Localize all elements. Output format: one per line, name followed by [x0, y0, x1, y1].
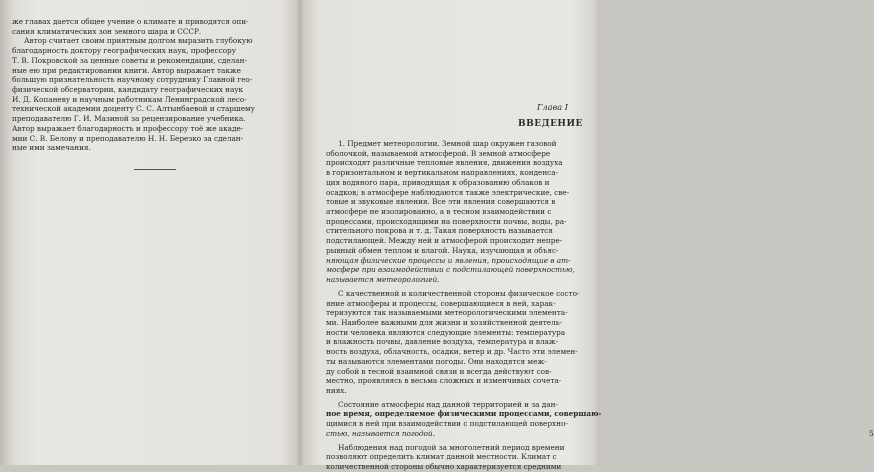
paragraph-line: происходят различные тепловые явления, движения воздуха	[326, 158, 563, 168]
paragraph-line: теризуются так называемыми метеорологическими элемента-	[326, 308, 568, 318]
left-text-line: ные ими замечания.	[12, 143, 91, 153]
left-text-line: большую признательность научному сотруднику Главной гео-	[12, 75, 253, 85]
paragraph-line: стительного покрова и т. д. Такая поверхность называется	[326, 226, 553, 236]
paragraph-line: ное время, определяемое физическими процессами, совершаю-	[326, 409, 602, 419]
paragraph-line: стью, называется погодой.	[326, 428, 435, 438]
paragraph-line: местно, проявляясь в весьма сложных и изменчивых сочета-	[326, 376, 562, 386]
chapter-title: ВВЕДЕНИЕ	[518, 119, 583, 129]
left-text-line: же главах дается общее учение о климате и приводятся опи-	[12, 17, 249, 26]
paragraph-line: осадков; в атмосфере наблюдаются также электрические, све-	[326, 187, 570, 197]
paragraph-line: 1. Предмет метеорологии. Земной шар окружен газовой	[338, 139, 557, 148]
chapter-label: Глава I	[537, 102, 568, 112]
paragraph-line: оболочкой, называемой атмосферой. В земной атмосфере	[326, 148, 551, 158]
left-text-line: ные ею при редактировании книги. Автор выражает также	[12, 65, 241, 75]
page-number: 5	[869, 429, 874, 438]
paragraph-line: ниях.	[326, 385, 347, 395]
paragraph-line: ми. Наиболее важными для жизни и хозяйственной деятель-	[326, 317, 563, 327]
paragraph-line: С качественной и количественной стороны физическое состо-	[338, 288, 580, 298]
paragraph-line: атмосфере не изолированно, а в тесном взаимодействии с	[326, 207, 552, 217]
paragraph-line: ция водяного пара, приводящая к образованию облаков и	[326, 177, 550, 187]
paragraph-line: ду собой в тесной взаимной связи и всегда действуют сов-	[326, 366, 552, 376]
left-text-line: Автор считает своим приятным долгом выразить глубокую	[24, 36, 253, 46]
right-page	[302, 0, 874, 471]
paragraph-line: ности человека являются следующие элементы: температура	[326, 327, 566, 337]
left-page	[0, 0, 298, 465]
left-text-line: преподавателю Г. И. Мазиной за рецензирование учебника.	[12, 114, 246, 124]
paragraph-line: ность воздуха, облачность, осадки, ветер и др. Часто эти элемен-	[326, 347, 578, 357]
paragraph-line: называется метеорологией.	[326, 275, 440, 285]
paragraph-line: Состояние атмосферы над данной территорией и за дан-	[338, 399, 558, 409]
left-text-line: Автор выражает благодарность и профессору тоё же акаде-	[12, 123, 244, 133]
paragraph-line: мосфере при взаимодействии с подстилающей поверхностью,	[326, 265, 575, 275]
paragraph-line: и влажность почвы, давление воздуха, температура и влаж-	[326, 337, 558, 347]
paragraph-line: в горизонтальном и вертикальном направлениях, конденса-	[326, 168, 558, 178]
paragraph-line: ты называются элементами погоды. Они находятся меж-	[326, 356, 547, 366]
left-text-line: физической обсерватории, кандидату географических наук	[12, 85, 244, 95]
paragraph-line: рывный обмен теплом и влагой. Наука, изучающая и объяс-	[326, 245, 559, 255]
paragraph-line: Наблюдения над погодой за многолетний период времени	[338, 442, 565, 452]
paragraph-line: товые и звуковые явления. Все эти явления совершаются в	[326, 197, 556, 207]
paragraph-line: яние атмосферы и процессы, совершающиеся в ней, харак-	[326, 298, 556, 308]
paragraph-line: количественной стороны обычно характеризуется средними	[326, 462, 562, 471]
paragraph-line: процессами, происходящими на поверхности почвы, воды, ра-	[326, 216, 567, 226]
left-text-line: технической академии доценту С. С. Алтынбаевой и старшему	[12, 104, 255, 114]
left-text-line: благодарность доктору географических наук, профессору	[12, 46, 236, 56]
left-text-line: сания климатических зон земного шара и СССР.	[12, 26, 202, 36]
left-text-line: Т. В. Покровской за ценные советы и рекомендации, сделан-	[12, 55, 247, 65]
paragraph-line: подстилающей. Между ней и атмосферой происходит непре-	[326, 236, 563, 246]
left-page-text	[12, 17, 287, 153]
paragraph-line: няющая физические процессы и явления, происходящие в ат-	[326, 255, 571, 265]
left-text-line: мии С. В. Белову и преподавателю Н. Н. Березко за сделан-	[12, 133, 244, 143]
paragraph-line: щимися в ней при взаимодействии с подстилающей поверхно-	[326, 419, 568, 429]
right-page-body	[326, 139, 602, 472]
left-text-line: И. Д. Копаневу и научным работникам Ленинградской лесо-	[12, 94, 247, 104]
section-separator-line	[134, 169, 176, 170]
paragraph-line: позволяют определить климат данной местности. Климат с	[326, 452, 557, 462]
